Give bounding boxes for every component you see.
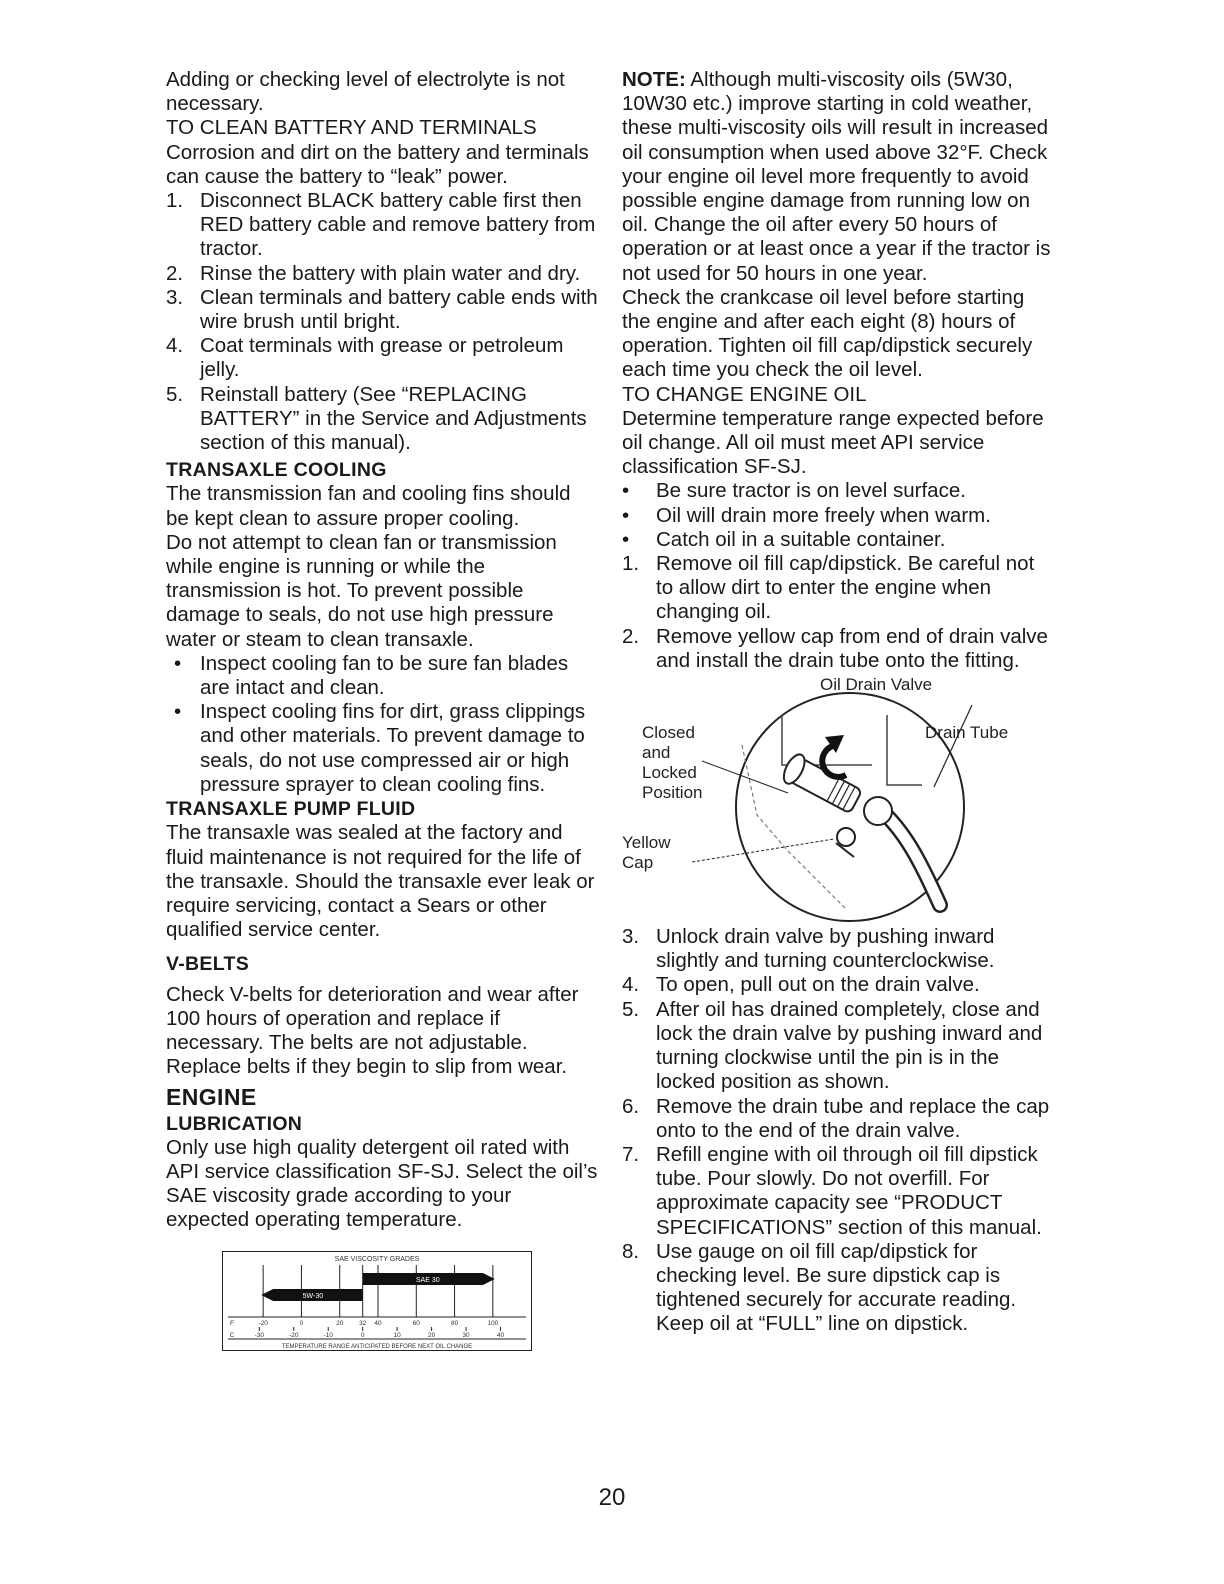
list-item: 2. Remove yellow cap from end of drain valve and install the drain tube onto the fitting. — [622, 624, 1048, 672]
celsius-tick-label: 10 — [393, 1331, 401, 1339]
list-item: 3. Clean terminals and battery cable ends with wire brush until bright. — [166, 285, 598, 334]
battery-heading: TO CLEAN BATTERY AND TERMINALS — [166, 116, 537, 140]
list-item: 4. Coat terminals with grease or petroleum jelly. — [166, 334, 564, 382]
fahrenheit-tick-label: 20 — [336, 1319, 344, 1327]
list-item: • Be sure tractor is on level surface. — [622, 479, 966, 503]
lubrication-text: Only use high quality detergent oil rated with API service classification SF-SJ. Select the oil’s SAE viscosity grade according to your expected operating temperature. — [166, 1135, 598, 1232]
yellow-cap — [837, 828, 855, 846]
chart-frame — [223, 1251, 532, 1350]
fahrenheit-tick-label: 0 — [299, 1319, 304, 1327]
engine-heading: ENGINE — [166, 1084, 257, 1111]
electrolyte-intro: Adding or checking level of electrolyte is not necessary. — [166, 68, 565, 116]
list-item: 5. Reinstall battery (See “REPLACING BATTERY” in the Service and Adjustments section of this manual). — [166, 382, 587, 455]
change-oil-bullets — [622, 479, 1054, 552]
series-label: SAE 30 — [415, 1276, 440, 1284]
change-oil-steps-b — [622, 925, 1054, 1336]
list-item: • Catch oil in a suitable container. — [622, 527, 946, 551]
fahrenheit-tick-label: 40 — [374, 1319, 382, 1327]
transaxle-cooling-heading: TRANSAXLE COOLING — [166, 459, 387, 482]
celsius-tick-label: 40 — [496, 1331, 505, 1339]
celsius-tick-label: C — [229, 1331, 235, 1339]
pump-fluid-text: The transaxle was sealed at the factory and fluid maintenance is not required for the life of the transaxle. Should the transaxle ever leak or require servicing, contact a Sears or other qualified service center. — [166, 821, 595, 942]
celsius-tick-label: -30 — [254, 1331, 265, 1339]
list-item: 2. Rinse the battery with plain water and dry. — [166, 261, 581, 285]
list-item: • Inspect cooling fins for dirt, grass clippings and other materials. To prevent damage to seals, do not use compressed air or high pressure sprayer to clean cooling fins. — [174, 700, 586, 796]
battery-steps — [166, 189, 598, 455]
note-paragraph — [622, 68, 1054, 286]
list-item: • Inspect cooling fan to be sure fan blades are intact and clean. — [174, 651, 569, 700]
vbelts-heading: V-BELTS — [166, 953, 249, 976]
note-text: Although multi-viscosity oils (5W30, 10W30 etc.) improve starting in cold weather, these multi-viscosity oils will result in increased oil consumption when used above 32°F. Check your engine oil level more frequently to avoid possible engine damage from running low on oil. Change the oil after every 50 hours of operation or at least once a year if the tractor is not used for 50 hours in one year. — [622, 68, 1051, 285]
fahrenheit-tick-label: -20 — [258, 1319, 268, 1327]
fahrenheit-tick-label: 32 — [359, 1319, 367, 1327]
oil-drain-valve-figure — [622, 675, 1054, 925]
list-item: 1. Disconnect BLACK battery cable first then RED battery cable and remove battery from tractor. — [166, 189, 596, 261]
list-item: 8. Use gauge on oil fill cap/dipstick for checking level. Be sure dipstick cap is tightened securely for accurate reading. Keep oil at “FULL” line on dipstick. — [622, 1239, 1017, 1336]
left-column — [166, 68, 598, 1351]
engine-block-edge — [887, 715, 922, 785]
fahrenheit-tick-label: 100 — [487, 1319, 499, 1327]
cooling-bullets — [166, 652, 598, 797]
series-label: 5W-30 — [302, 1292, 324, 1300]
change-oil-steps-a — [622, 552, 1054, 673]
crankcase-text: Check the crankcase oil level before starting the engine and after each eight (8) hours of operation. Tighten oil fill cap/dipstick securely each time you check the oil level. — [622, 285, 1033, 382]
valve-fitting — [864, 797, 892, 825]
cooling-paragraph-2: Do not attempt to clean fan or transmission while engine is running or while the transmission is hot. To prevent possible damage to seals, do not use high pressure water or steam to clean transaxle. — [166, 530, 557, 651]
celsius-tick-label: 20 — [427, 1331, 436, 1339]
fahrenheit-tick-label: 60 — [412, 1319, 420, 1327]
pump-fluid-heading: TRANSAXLE PUMP FLUID — [166, 798, 416, 821]
list-item: 5. After oil has drained completely, close and lock the drain valve by pushing inward and turning clockwise until the pin is in the locked position as shown. — [622, 997, 1043, 1094]
cooling-paragraph-1: The transmission fan and cooling fins should be kept clean to assure proper cooling. — [166, 482, 571, 530]
battery-text: Corrosion and dirt on the battery and terminals can cause the battery to “leak” power. — [166, 140, 589, 188]
celsius-tick-label: -10 — [323, 1331, 333, 1339]
celsius-tick-label: 30 — [462, 1331, 470, 1339]
change-oil-heading: TO CHANGE ENGINE OIL — [622, 382, 867, 406]
list-item: 1. Remove oil fill cap/dipstick. Be careful not to allow dirt to enter the engine when changing oil. — [622, 552, 1035, 624]
note-label: NOTE: — [622, 68, 686, 91]
label-yellow-cap: Yellow Cap — [622, 833, 671, 873]
vbelts-text: Check V-belts for deterioration and wear after 100 hours of operation and replace if necessary. The belts are not adjustable. Replace belts if they begin to slip from wear. — [166, 982, 579, 1079]
lubrication-heading: LUBRICATION — [166, 1112, 303, 1135]
chart-footer: TEMPERATURE RANGE ANTICIPATED BEFORE NEXT OIL CHANGE — [281, 1343, 473, 1350]
leader-line-drain-tube — [934, 705, 972, 787]
figure-title: Oil Drain Valve — [820, 675, 933, 695]
page-number: 20 — [598, 1484, 626, 1511]
fahrenheit-tick-label: F — [230, 1319, 234, 1327]
list-item: • Oil will drain more freely when warm. — [622, 503, 991, 527]
celsius-tick-label: -20 — [289, 1331, 299, 1339]
fahrenheit-tick-label: 80 — [450, 1319, 459, 1327]
right-column — [622, 68, 1054, 1337]
label-closed-locked: Closed and Locked Position — [642, 723, 703, 803]
sae-viscosity-chart — [222, 1251, 532, 1351]
celsius-tick-label: 0 — [360, 1331, 365, 1339]
chart-title: SAE VISCOSITY GRADES — [334, 1255, 420, 1263]
list-item: 4. To open, pull out on the drain valve. — [622, 973, 980, 997]
label-drain-tube: Drain Tube — [925, 723, 1009, 743]
change-oil-text: Determine temperature range expected before oil change. All oil must meet API service classification SF-SJ. — [622, 406, 1044, 479]
list-item: 3. Unlock drain valve by pushing inward slightly and turning counterclockwise. — [622, 925, 995, 973]
leader-line-yellow-cap — [692, 839, 834, 862]
list-item: 6. Remove the drain tube and replace the cap onto to the end of the drain valve. — [622, 1094, 1050, 1142]
list-item: 7. Refill engine with oil through oil fill dipstick tube. Pour slowly. Do not overfill. For approximate capacity see “PRODUCT SPECIFICATIONS” section of this manual. — [622, 1142, 1042, 1239]
